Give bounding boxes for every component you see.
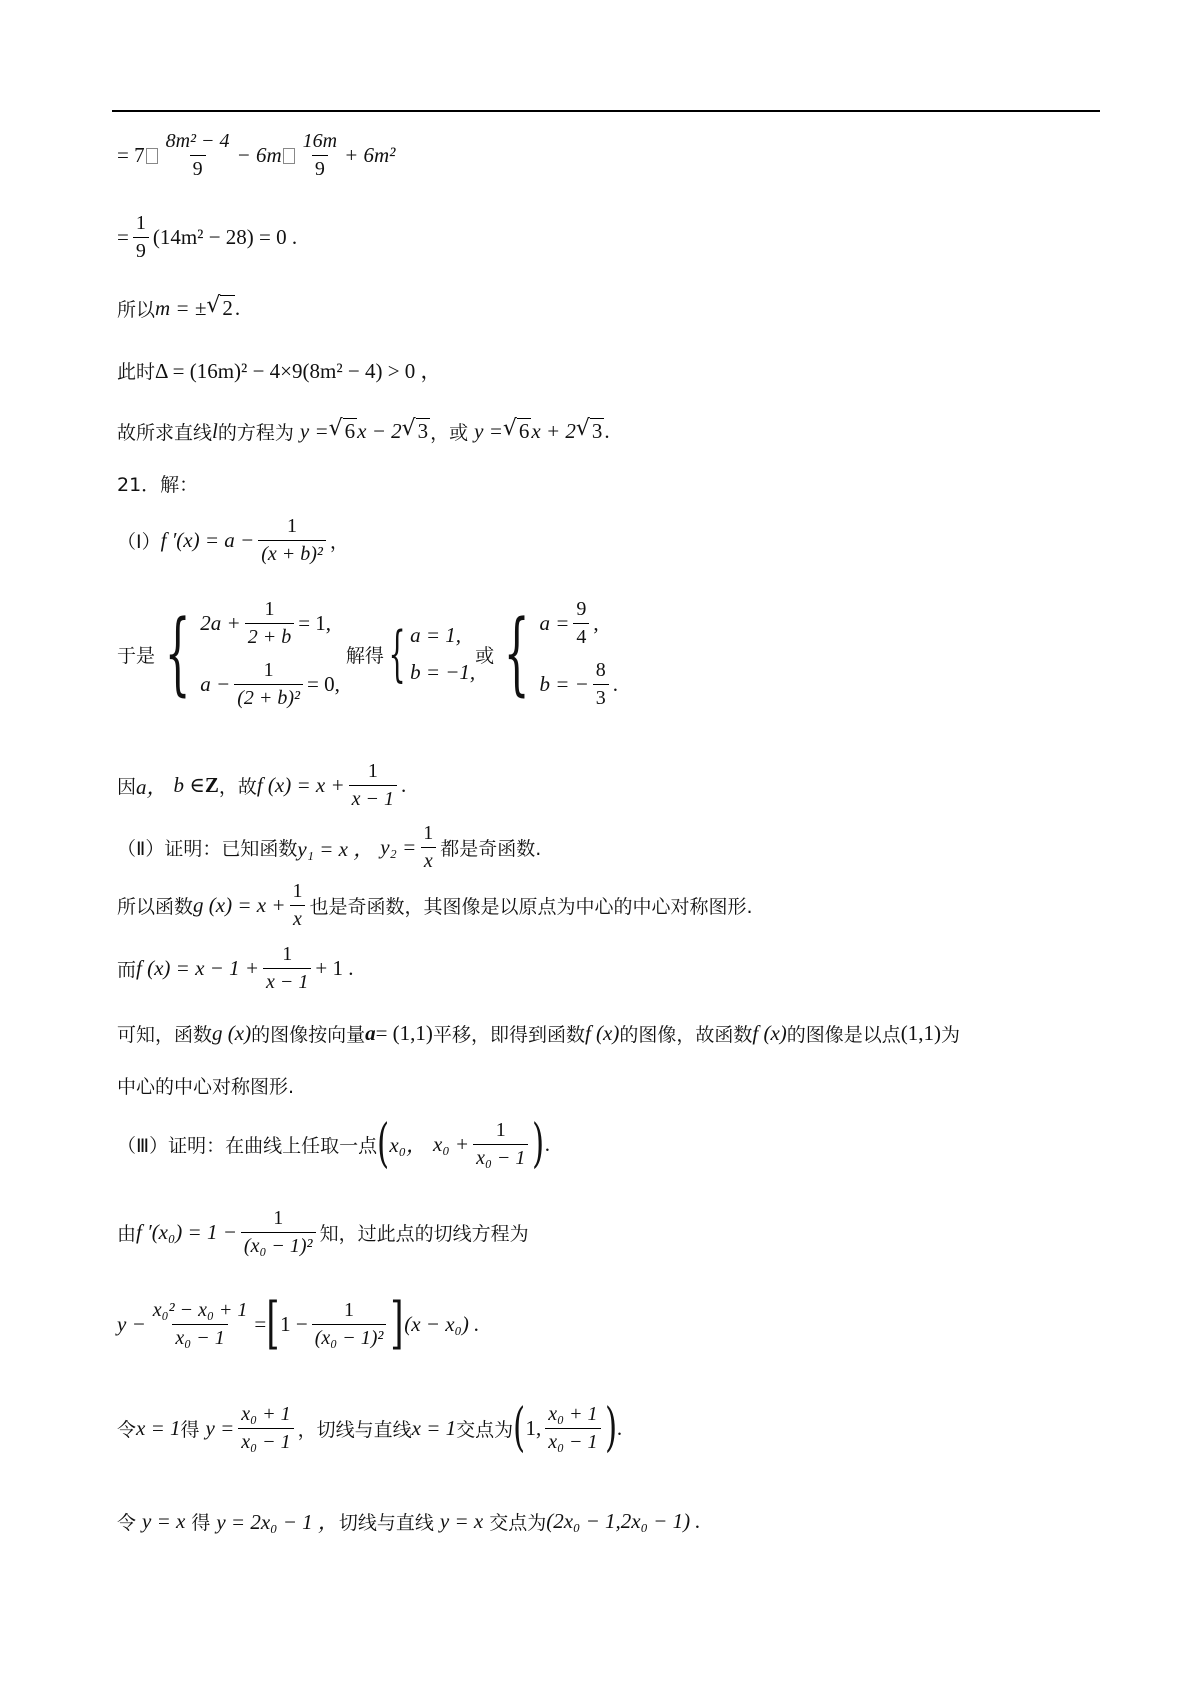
math-text: Z — [204, 773, 219, 797]
math-text: = (1,1) — [375, 1021, 433, 1045]
eq-text: + 6m² — [344, 143, 396, 167]
cjk-text: 令 — [117, 1511, 137, 1534]
math-text: b ∈ — [173, 773, 205, 797]
cjk-text: 知，过此点的切线方程为 — [319, 1223, 529, 1245]
cjk-text: 故所求直线 — [117, 422, 213, 444]
system-3: { a = $\frac{9}{4}$ , b = − $\frac{8}{3}$ . — [503, 598, 619, 709]
equation-line-2 — [117, 212, 297, 263]
math-text: y₂ = — [380, 835, 417, 859]
sqrt: √ 6 — [503, 419, 532, 444]
math-text: . — [616, 1415, 623, 1440]
math-text: Δ = (16m)² − 4×9(8m² − 4) > 0 ， — [155, 359, 442, 383]
cjk-text: 交点为 — [456, 1418, 514, 1441]
math-text: . — [401, 773, 407, 797]
math-text: y = x — [142, 1508, 186, 1533]
fraction: $\frac{1}{\text{x₀ − 1}}$ — [473, 1119, 528, 1170]
fraction: $\frac{1}{x - 1}$ — [263, 943, 311, 994]
fraction: $\frac{1}{x - 1}$ — [349, 760, 397, 811]
fraction: $\frac{1}{\text{(x₀ − 1)²}}$ — [241, 1207, 316, 1258]
fraction: $\frac{16m}{9}$ — [302, 130, 338, 180]
cjk-text: 也是奇函数，其图像是以原点为中心的中心对称图形. — [309, 896, 753, 918]
math-text: g (x) = x + — [193, 893, 286, 917]
cjk-text: ，故 — [218, 776, 257, 798]
cjk-text: 此时 — [117, 360, 156, 383]
fraction: $\frac{\text{x₀ + 1}}{\text{x₀ − 1}}$ — [545, 1403, 600, 1454]
math-text: f (x) — [584, 1021, 620, 1045]
math-text: . — [544, 1131, 550, 1156]
eq-text: − 6m — [236, 143, 282, 167]
placeholder-box — [283, 148, 295, 164]
math-text: x = 1 — [411, 1415, 457, 1440]
cjk-text: 所以 — [117, 299, 156, 321]
math-text: x − 2 — [357, 419, 402, 443]
cjk-text: ， — [329, 531, 349, 553]
problem-21-heading: 21．解： — [117, 474, 199, 496]
text-line-19 — [117, 1506, 701, 1536]
math-text: y = — [205, 1415, 235, 1440]
sqrt: √ 3 — [402, 419, 431, 444]
math-text: . — [234, 296, 241, 320]
math-text: y = — [474, 419, 503, 443]
sqrt: √ 3 — [576, 419, 605, 444]
cjk-text: ，或 — [430, 422, 469, 444]
text-line-18 — [117, 1398, 623, 1458]
part-3-point — [117, 1114, 550, 1174]
cjk-text: 得 — [191, 1511, 211, 1534]
math-text: x + 2 — [531, 419, 576, 443]
math-text: . — [604, 419, 610, 443]
cjk-text: 于是 — [117, 644, 156, 667]
text-line-12 — [117, 943, 353, 994]
cjk-text: 解得 — [345, 644, 384, 667]
cjk-text: （Ⅱ）证明：已知函数 — [117, 838, 298, 860]
fraction: $\frac{\text{x₀² − x₀ + 1}}{\text{x₀ − 1}}$ — [152, 1298, 248, 1349]
math-text: f ′(x) = a − — [160, 528, 255, 552]
part-1-derivative — [117, 515, 349, 566]
cjk-text: 的图像按向量 — [251, 1024, 366, 1046]
cjk-text: 所以函数 — [117, 896, 194, 918]
text-line-13 — [117, 1020, 960, 1047]
sqrt: √ 6 — [329, 419, 358, 444]
math-text: a — [365, 1021, 376, 1045]
math-text: x₀ + — [433, 1131, 470, 1156]
math-text: + 1 . — [315, 956, 354, 980]
math-text: f (x) = x − 1 + — [136, 956, 259, 980]
sqrt: √ 2 — [206, 296, 235, 321]
math-text: x₀， — [389, 1133, 428, 1157]
text-line-11 — [117, 880, 753, 931]
cjk-text: 的图像是以点 — [786, 1024, 901, 1046]
math-text: y = — [299, 419, 329, 443]
paren: ) — [532, 1114, 545, 1174]
bracket: [ — [266, 1291, 280, 1356]
fraction: $\frac{1}{x}$ — [290, 880, 306, 931]
eq-text: (14m² − 28) = 0 . — [152, 225, 298, 249]
cjk-text: 或 — [475, 644, 495, 667]
cjk-text: 都是奇函数. — [440, 838, 542, 860]
cjk-text: 由 — [117, 1223, 137, 1245]
cjk-text: 切线与直线 — [338, 1511, 434, 1534]
text-line-14: 中心的中心对称图形. — [117, 1076, 295, 1098]
eq-text: = — [117, 225, 129, 249]
cjk-text: 可知，函数 — [117, 1024, 213, 1046]
text-line-10 — [117, 822, 541, 873]
math-text: l — [212, 419, 218, 443]
cjk-text: 得 — [180, 1418, 200, 1441]
text-line-4 — [117, 355, 442, 385]
cjk-text: 为 — [941, 1024, 961, 1046]
cjk-text: （Ⅰ） — [117, 531, 161, 553]
paren: ) — [604, 1398, 617, 1458]
text-line-5 — [117, 418, 610, 445]
cjk-text: 的图像，故函数 — [619, 1024, 753, 1046]
cjk-text: 平移，即得到函数 — [432, 1024, 585, 1046]
fraction: $\frac{1}{\text{(x₀ − 1)²}}$ — [312, 1299, 387, 1350]
math-text: (1,1) — [900, 1021, 942, 1045]
tangent-equation — [117, 1291, 480, 1356]
cjk-text: 而 — [117, 959, 137, 981]
cjk-text: ，切线与直线 — [297, 1418, 412, 1441]
math-text: (x − x₀) . — [404, 1311, 480, 1336]
bracket: ] — [390, 1291, 404, 1356]
math-text: y₁ = x ， — [297, 836, 375, 861]
header-rule — [112, 110, 1100, 112]
math-text: 1 − — [280, 1311, 308, 1336]
math-text: 1, — [525, 1415, 542, 1440]
math-text: g (x) — [212, 1021, 252, 1045]
math-text: f ′(x₀) = 1 − — [136, 1220, 237, 1244]
fraction: $\frac{\text{x₀ + 1}}{\text{x₀ − 1}}$ — [238, 1403, 293, 1454]
math-text: y = 2x₀ − 1 ， — [216, 1510, 339, 1534]
system-of-equations — [117, 598, 618, 710]
cjk-text: 交点为 — [489, 1511, 547, 1534]
fraction: $\frac{\text{8m² − 4}}{9}$ — [165, 130, 230, 180]
system-2: { a = 1, b = −1, — [388, 619, 476, 689]
math-text: f (x) = x + — [256, 773, 345, 797]
cjk-text: （Ⅲ）证明：在曲线上任取一点 — [117, 1134, 378, 1157]
cjk-text: 因 — [117, 776, 137, 798]
math-text: y = x — [439, 1508, 484, 1533]
math-text: f (x) — [752, 1021, 787, 1045]
fraction: $\frac{1}{9}$ — [133, 212, 149, 263]
eq-text: = 7 — [117, 143, 145, 167]
cjk-text: 的方程为 — [217, 422, 294, 444]
equation-line-1 — [117, 130, 395, 181]
paren: ( — [513, 1398, 526, 1458]
paren: ( — [377, 1114, 390, 1174]
math-text: y − — [117, 1311, 146, 1336]
math-text: m = ± — [155, 296, 207, 320]
math-text: (2x₀ − 1,2x₀ − 1) . — [546, 1508, 701, 1533]
fraction: $\frac{1}{x}$ — [420, 822, 436, 873]
text-line-3 — [117, 295, 240, 322]
text-line-9 — [117, 760, 406, 811]
system-1: { 2a + $\frac{1}{2 + b}$ = 1, a − $\frac{1}{\text{(2 + b)²}}$ = 0, — [164, 598, 340, 709]
math-text: = — [254, 1311, 267, 1336]
math-text: a， — [136, 774, 168, 799]
text-line-16 — [117, 1207, 529, 1258]
fraction: $\frac{1}{\text{(x + b)²}}$ — [258, 515, 326, 566]
placeholder-box — [146, 148, 158, 164]
math-text: x = 1 — [136, 1415, 181, 1440]
cjk-text: 令 — [117, 1418, 137, 1441]
